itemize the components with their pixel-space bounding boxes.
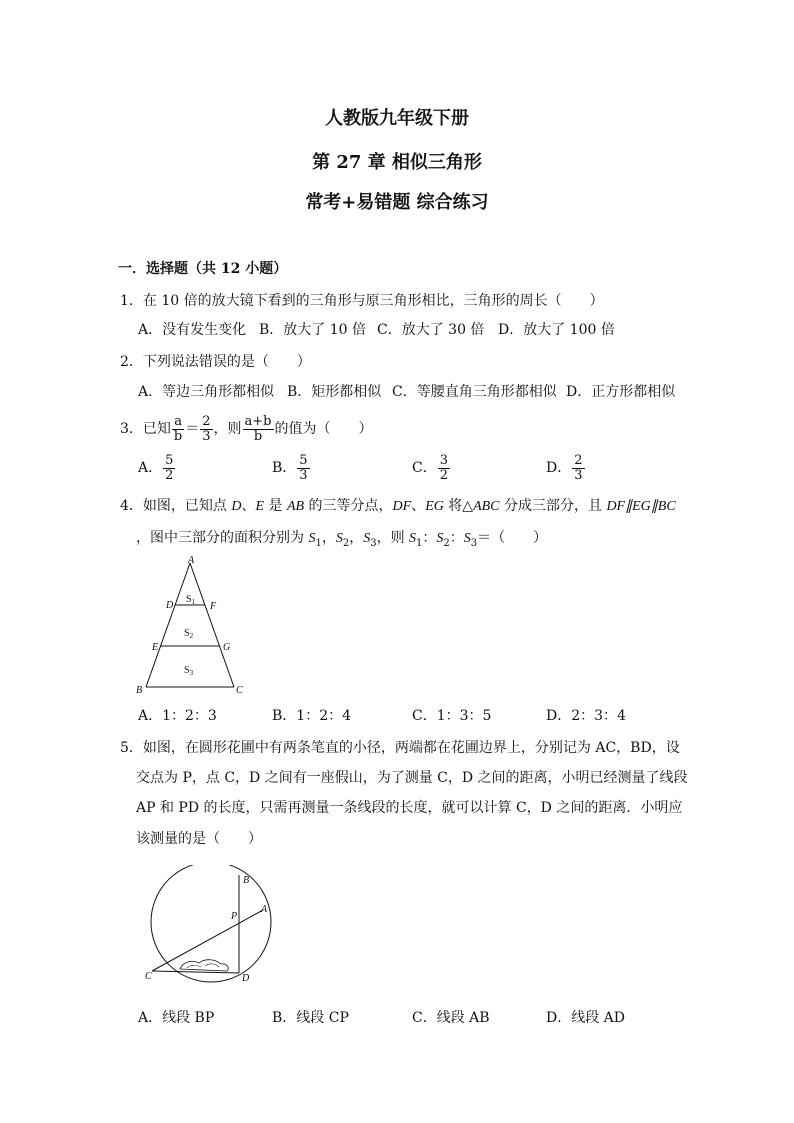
q3-expr-fraction [243,415,274,444]
section-heading: 一．选择题（共 12 小题） [118,261,288,277]
q4-label-a: A [188,555,195,566]
q5-label-c: C [145,971,152,982]
q3-ratio-num: 2 [202,413,211,429]
q4-region-s3: $S_3$ [184,665,194,677]
q5-option-a: A．线段 BP [138,1010,215,1026]
q5-option-c: C．线段 AB [412,1010,490,1026]
q3-option-d: D． $\frac{2}{3}$ [546,452,583,483]
q3-prefix: 3．已知 [120,421,171,437]
q3-option-c: C． $\frac{3}{2}$ [412,452,448,483]
q5-label-b: B [243,875,250,886]
q4-label-g: G [223,642,231,653]
doc-title-topic: 常考+易错题 综合练习 [305,192,489,213]
q3-given-den: b [173,428,183,444]
q1-option-c: C．放大了 30 倍 [377,322,485,338]
q5-line-3: AP 和 PD 的长度，只需再测量一条线段的长度，就可以计算 C，D 之间的距离．小明应 [136,800,683,816]
q3-ratio-den: 3 [202,428,211,444]
q5-path-ac [152,910,263,971]
q1-option-a: A．没有发生变化 [138,322,247,338]
q4-stem-line2: ，图中三部分的面积分别为 $S_1$，$S_2$，$S_3$，则 $S_1$：$S_2$：$S_3=$（ ） [136,530,548,549]
q4-label-c: C [236,685,243,696]
q4-side-ac [190,563,234,687]
q5-option-b: B．线段 CP [272,1010,349,1026]
q4-label-b: B [136,685,143,696]
q5-circle-figure [135,865,285,990]
q4-stem-line1: 4．如图，已知点 D、E 是 AB 的三等分点，DF、EG 将△ABC 分成三部分，且 DF∥EG∥BC [120,498,676,514]
q2-option-b: B．矩形都相似 [287,384,382,400]
q3-stem [120,414,373,444]
q5-option-d: D．线段 AD [546,1010,626,1026]
q4-option-b: B．1：2：4 [272,708,352,724]
q4-region-s2: $S_2$ [184,628,194,640]
doc-title-chapter: 第 27 章 相似三角形 [312,152,482,173]
q4-label-e: E [152,642,159,653]
q3-suffix: 的值为（ ） [274,421,373,437]
q3-option-a: A． $\frac{5}{2}$ [138,452,174,483]
q4-option-d: D．2：3：4 [546,708,626,724]
q4-region-s1: $S_1$ [186,594,196,606]
q3-ratio-fraction [200,415,212,444]
q3-equals: ＝ [185,421,200,437]
q4-option-c: C．1：3：5 [412,708,492,724]
q5-label-d: D [242,973,250,984]
q5-label-p: P [231,911,238,922]
q5-label-a: A [261,904,268,915]
q1-stem: 1．在 10 倍的放大镜下看到的三角形与原三角形相比，三角形的周长（ ） [120,293,604,309]
q2-option-c: C．等腰直角三角形都相似 [392,384,557,400]
q5-rockery [180,960,228,971]
q4-triangle-figure [130,555,260,700]
q3-given-num: a [174,413,182,429]
q4-label-d: D [166,600,174,611]
q4-label-f: F [210,601,217,612]
q5-garden-circle [151,865,271,982]
q5-line-4: 该测量的是（ ） [136,831,262,847]
q2-option-d: D．正方形都相似 [566,384,676,400]
q5-line-2: 交点为 P，点 C，D 之间有一座假山，为了测量 C，D 之间的距离，小明已经测量了线段 [136,770,688,786]
q1-option-d: D．放大了 100 倍 [498,322,615,338]
q4-option-a: A．1：2：3 [138,708,217,724]
q3-given-fraction [172,415,184,444]
q3-expr-den: b [253,428,263,444]
q2-option-a: A．等边三角形都相似 [138,384,275,400]
q1-option-b: B．放大了 10 倍 [259,322,367,338]
q5-line-1: 5．如图，在圆形花圃中有两条笔直的小径，两端都在花圃边界上，分别记为 AC，BD，设 [120,740,680,756]
q3-option-b: B． $\frac{5}{3}$ [272,452,308,483]
q3-mid: ，则 [213,421,242,437]
doc-title-grade: 人教版九年级下册 [325,108,469,129]
q2-stem: 2．下列说法错误的是（ ） [120,354,311,370]
q3-expr-num: a+b [244,413,272,429]
